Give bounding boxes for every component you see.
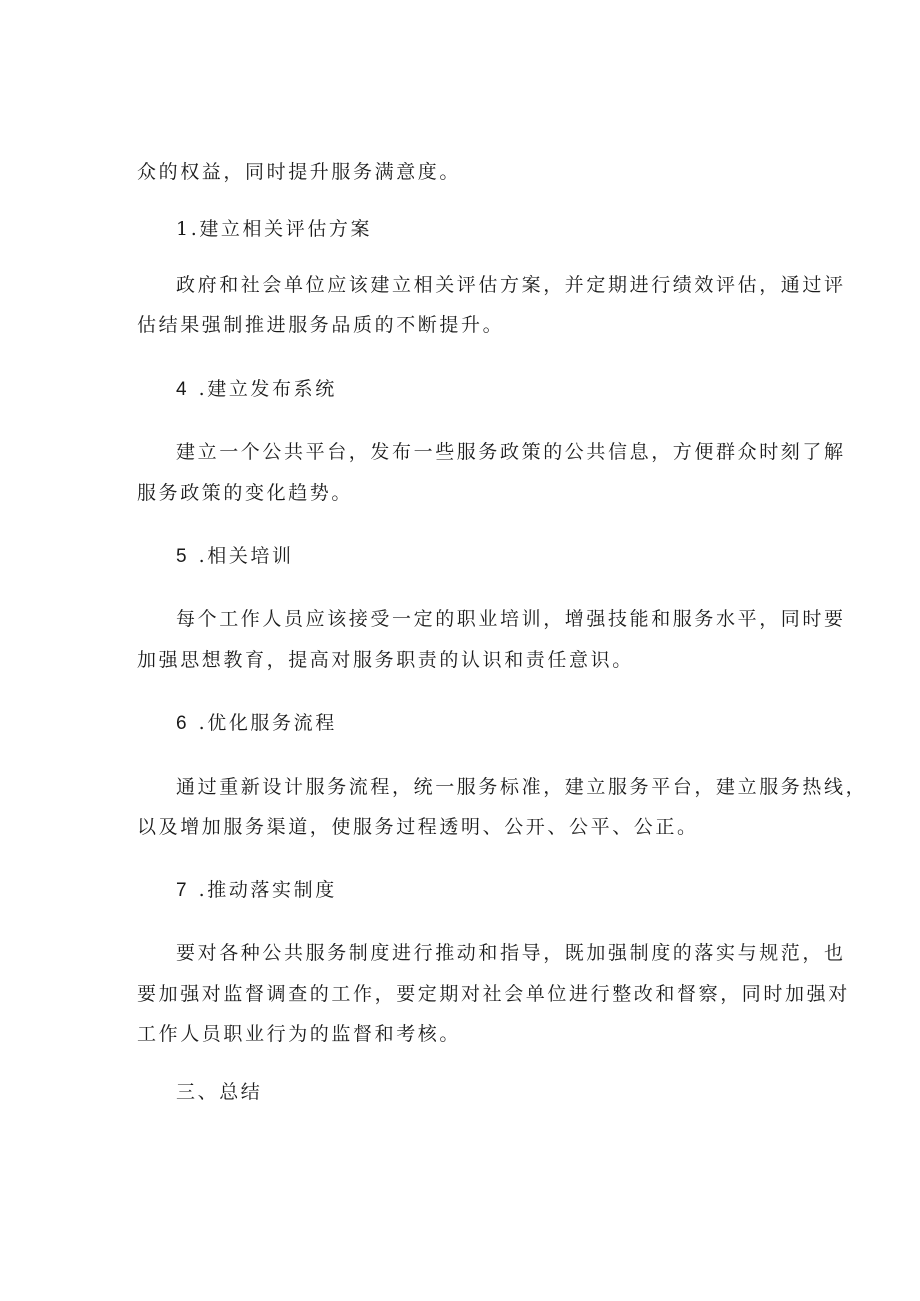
section-7-body-line-2: 要加强对监督调查的工作，要定期对社会单位进行整改和督察，同时加强对 [137,983,850,1005]
section-5-title: .相关培训 [198,545,294,567]
paragraph-intro-tail: 众的权益，同时提升服务满意度。 [137,161,462,183]
section-5-heading [176,544,294,569]
section-6-body-line-1: 通过重新设计服务流程，统一服务标准，建立服务平台，建立服务热线， [176,776,868,798]
section-4-body-line-2: 服务政策的变化趋势。 [137,482,354,504]
section-6-title: .优化服务流程 [198,712,337,734]
section-5-body-line-2: 加强思想教育，提高对服务职责的认识和责任意识。 [137,649,634,671]
section-1-body-line-1: 政府和社会单位应该建立相关评估方案，并定期进行绩效评估，通过评 [176,274,846,296]
section-7-title: .推动落实制度 [198,879,337,901]
section-6-heading [176,711,337,736]
section-4-number: 4 [176,379,187,400]
section-4-title: .建立发布系统 [198,378,337,400]
section-7-body-line-3: 工作人员职业行为的监督和考核。 [137,1023,462,1045]
section-6-number: 6 [176,713,187,734]
section-7-body-line-1: 要对各种公共服务制度进行推动和指导，既加强制度的落实与规范，也 [176,942,846,964]
section-5-number: 5 [176,546,187,567]
section-4-heading [176,377,337,402]
section-7-heading [176,878,337,903]
section-7-number: 7 [176,880,187,901]
section-4-body-line-1: 建立一个公共平台，发布一些服务政策的公共信息，方便群众时刻了解 [176,441,846,463]
section-1-heading: 1.建立相关评估方案 [176,218,373,240]
section-1-body-line-2: 估结果强制推进服务品质的不断提升。 [137,314,505,336]
section-6-body-line-2: 以及增加服务渠道，使服务过程透明、公开、公平、公正。 [137,816,699,838]
section-5-body-line-1: 每个工作人员应该接受一定的职业培训，增强技能和服务水平，同时要 [176,608,846,630]
section-3-heading: 三、总结 [176,1081,263,1103]
